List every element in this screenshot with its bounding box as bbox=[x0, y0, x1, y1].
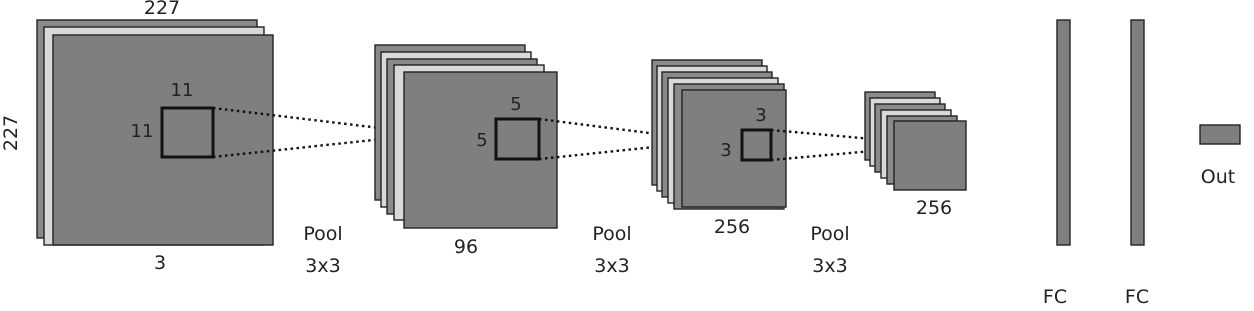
pool1-size-label: 3x3 bbox=[305, 255, 341, 277]
pool2-size-label: 3x3 bbox=[594, 255, 630, 277]
conv1-volume bbox=[375, 45, 557, 228]
input-width-label: 227 bbox=[143, 0, 181, 19]
input-depth-label: 3 bbox=[153, 252, 167, 274]
conv1-kernel-width-label: 5 bbox=[510, 94, 522, 115]
pool1-label: Pool bbox=[303, 223, 343, 245]
conv3-slice-front bbox=[894, 121, 966, 190]
pool2-label: Pool bbox=[592, 223, 632, 245]
output-box bbox=[1200, 125, 1240, 144]
fc2-label: FC bbox=[1124, 286, 1150, 308]
input-height-label: 227 bbox=[0, 114, 22, 152]
conv1-kernel-height-label: 5 bbox=[476, 130, 488, 151]
fc1-label: FC bbox=[1042, 286, 1068, 308]
conv1-depth-label: 96 bbox=[453, 236, 479, 258]
fc2-bar bbox=[1131, 20, 1144, 245]
pool3-label: Pool bbox=[810, 223, 850, 245]
conv2-volume bbox=[652, 60, 786, 209]
input-volume bbox=[37, 20, 273, 245]
conv2-depth-label: 256 bbox=[713, 216, 751, 238]
fc1-bar bbox=[1057, 20, 1070, 245]
output-label: Out bbox=[1200, 166, 1236, 188]
conv2-kernel-height-label: 3 bbox=[720, 140, 732, 161]
input-kernel-height-label: 11 bbox=[130, 121, 154, 142]
conv2-kernel-width-label: 3 bbox=[755, 105, 767, 126]
input-kernel-width-label: 11 bbox=[170, 80, 194, 101]
pool3-size-label: 3x3 bbox=[812, 255, 848, 277]
conv3-depth-label: 256 bbox=[915, 197, 953, 219]
conv3-volume bbox=[865, 92, 966, 190]
